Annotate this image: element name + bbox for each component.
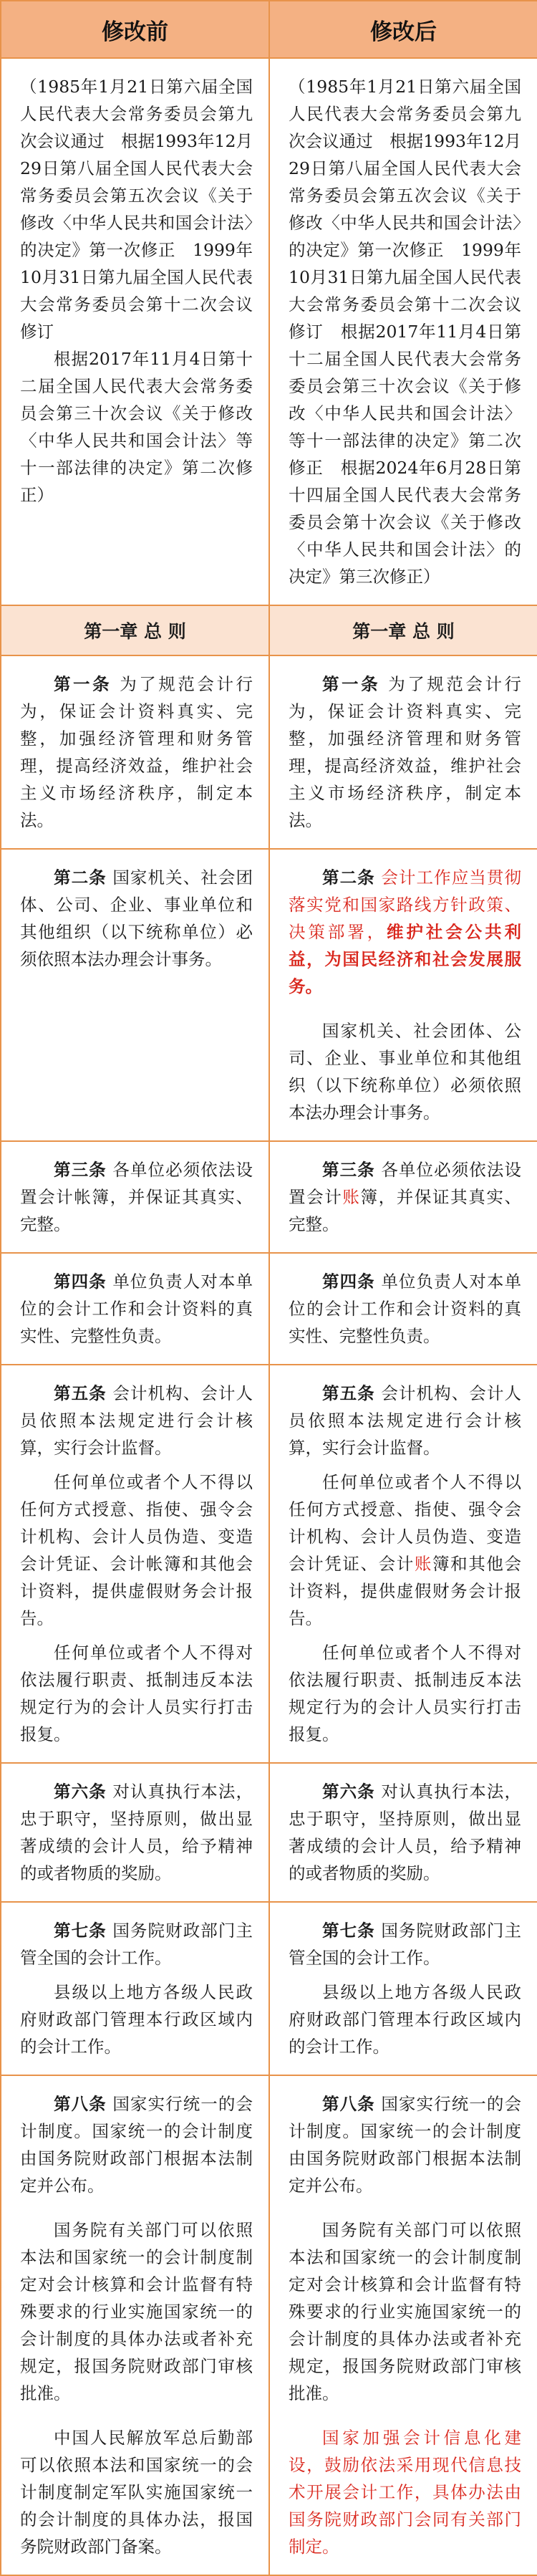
- article-label: 第五条: [54, 1383, 107, 1403]
- article-2-row: [1, 849, 537, 1141]
- chapter-before: 第一章 总 则: [1, 605, 269, 655]
- paragraph: [289, 1917, 521, 1971]
- article-8-before: [1, 2075, 269, 2575]
- article-label: 第八条: [54, 2094, 107, 2114]
- article-3-row: [1, 1141, 537, 1253]
- paragraph: [289, 864, 521, 1000]
- article-text: 国务院财政部门主管全国的会计工作。: [289, 1921, 521, 1968]
- article-label: 第七条: [54, 1921, 107, 1941]
- article-text: 国家实行统一的会计制度。国家统一的会计制度由国务院财政部门根据本法制定并公布。: [20, 2094, 253, 2196]
- paragraph: [289, 1156, 521, 1238]
- article-text: 县级以上地方各级人民政府财政部门管理本行政区域内的会计工作。: [20, 1982, 253, 2057]
- article-label: 第三条: [54, 1160, 107, 1180]
- article-text: 单位负责人对本单位的会计工作和会计资料的真实性、完整性负责。: [20, 1272, 253, 1346]
- paragraph: [20, 671, 253, 834]
- paragraph: [289, 1268, 521, 1350]
- intro-after: （1985年1月21日第六届全国人民代表大会常务委员会第九次会议通过 根据1993年12月29日第八届全国人民代表大会常务委员会第五次会议《关于修改〈中华人民共和国会计法〉的决定》第一次修正 1999年10月31日第九届全国人民代表大会常务委员会第十二次会议修订 根据2017年11月4日第十二届全国人民代表大会常务委员会第三十次会议《关于修改〈中华人民共和国会计法〉等十一部法律的决定》第二次修正 根据2024年6月28日第十四届全国人民代表大会常务委员会第十次会议《关于修改〈中华人民共和国会计法〉的决定》第三次修正）: [289, 77, 521, 587]
- article-label: 第六条: [322, 1782, 375, 1802]
- paragraph: [289, 1778, 521, 1887]
- article-3-after: [269, 1141, 537, 1253]
- article-text: 任何单位或者个人不得对依法履行职责、抵制违反本法规定行为的会计人员实行打击报复。: [20, 1643, 253, 1744]
- article-label: 第六条: [54, 1782, 107, 1802]
- added-text: 会计工作应当贯彻落实党和国家路线方针政策、决策部署，: [289, 868, 521, 942]
- article-label: 第二条: [322, 868, 375, 888]
- article-8-row: [1, 2075, 537, 2575]
- article-label: 第三条: [322, 1160, 375, 1180]
- paragraph: [20, 1917, 253, 1971]
- article-text: 簿，并保证其真实、完整。: [289, 1187, 521, 1234]
- article-7-row: [1, 1902, 537, 2075]
- article-5-before: [1, 1365, 269, 1763]
- article-label: 第四条: [322, 1272, 375, 1292]
- article-text: 国务院财政部门主管全国的会计工作。: [20, 1921, 253, 1968]
- article-label: 第二条: [54, 868, 107, 888]
- article-4-row: [1, 1253, 537, 1365]
- chapter-row: [1, 605, 537, 655]
- article-text: 任何单位或者个人不得以任何方式授意、指使、强令会计机构、会计人员伪造、变造会计凭证、会计帐簿和其他会计资料，提供虚假财务会计报告。: [20, 1472, 253, 1628]
- article-8-after: [269, 2075, 537, 2575]
- article-text: 任何单位或者个人不得以任何方式授意、指使、强令会计机构、会计人员伪造、变造会计凭证、会计: [289, 1472, 521, 1574]
- header-before: 修改前: [1, 1, 269, 58]
- added-text-bold: 维护社会公共利益，为国民经济和社会发展服务。: [289, 922, 522, 996]
- paragraph: [289, 2090, 521, 2199]
- article-6-before: [1, 1763, 269, 1902]
- article-text: 为了规范会计行为，保证会计资料真实、完整，加强经济管理和财务管理，提高经济效益，维护社会主义市场经济秩序，制定本法。: [289, 674, 521, 830]
- intro-before-cell: [1, 58, 269, 605]
- article-3-before: [1, 1141, 269, 1253]
- intro-row: [1, 58, 537, 605]
- article-5-after: [269, 1365, 537, 1763]
- article-text: 会计机构、会计人员依照本法规定进行会计核算，实行会计监督。: [20, 1383, 253, 1458]
- article-2-before: [1, 849, 269, 1141]
- article-7-after: [269, 1902, 537, 2075]
- article-text: 会计机构、会计人员依照本法规定进行会计核算，实行会计监督。: [289, 1383, 521, 1458]
- article-4-after: [269, 1253, 537, 1365]
- article-text: 国务院有关部门可以依照本法和国家统一的会计制度制定对会计核算和会计监督有特殊要求的行业实施国家统一的会计制度的具体办法或者补充规定，报国务院财政部门审核批准。: [20, 2220, 253, 2403]
- article-text: 任何单位或者个人不得对依法履行职责、抵制违反本法规定行为的会计人员实行打击报复。: [289, 1643, 521, 1744]
- article-1-after: [269, 655, 537, 849]
- intro-before-text: （1985年1月21日第六届全国人民代表大会常务委员会第九次会议通过 根据1993年12月29日第八届全国人民代表大会常务委员会第五次会议《关于修改〈中华人民共和国会计法〉的决定》第一次修正 1999年10月31日第九届全国人民代表大会常务委员会第十二次会议修订: [20, 77, 253, 342]
- article-6-row: [1, 1763, 537, 1902]
- article-label: 第一条: [322, 674, 381, 694]
- article-1-before: [1, 655, 269, 849]
- article-4-before: [1, 1253, 269, 1365]
- header-after: 修改后: [269, 1, 537, 58]
- paragraph: [289, 1380, 521, 1461]
- article-text: 单位负责人对本单位的会计工作和会计资料的真实性、完整性负责。: [289, 1272, 521, 1346]
- article-6-after: [269, 1763, 537, 1902]
- article-5-row: [1, 1365, 537, 1763]
- article-text: 国家机关、社会团体、公司、企业、事业单位和其他组织（以下统称单位）必须依照本法办理会计事务。: [289, 1021, 521, 1123]
- paragraph: [289, 671, 521, 834]
- paragraph: [289, 1469, 521, 1632]
- intro-before: [20, 73, 253, 509]
- article-7-before: [1, 1902, 269, 2075]
- paragraph: [20, 1380, 253, 1461]
- paragraph: [20, 1156, 253, 1238]
- article-text: 簿和其他会计资料，提供虚假财务会计报告。: [289, 1554, 521, 1628]
- article-label: 第一条: [54, 674, 112, 694]
- article-1-row: [1, 655, 537, 849]
- paragraph: [20, 1778, 253, 1887]
- article-text: 县级以上地方各级人民政府财政部门管理本行政区域内的会计工作。: [289, 1982, 521, 2057]
- paragraph: [20, 2090, 253, 2199]
- added-text: 国家加强会计信息化建设，鼓励依法采用现代信息技术开展会计工作，具体办法由国务院财政部门会同有关部门制定。: [289, 2428, 521, 2557]
- article-label: 第四条: [54, 1272, 107, 1292]
- paragraph: [20, 1268, 253, 1350]
- article-text: 国务院有关部门可以依照本法和国家统一的会计制度制定对会计核算和会计监督有特殊要求的行业实施国家统一的会计制度的具体办法或者补充规定，报国务院财政部门审核批准。: [289, 2220, 521, 2403]
- paragraph: [20, 864, 253, 973]
- intro-after-cell: [269, 58, 537, 605]
- article-2-after: [269, 849, 537, 1141]
- article-text: 对认真执行本法，忠于职守，坚持原则，做出显著成绩的会计人员，给予精神的或者物质的奖励。: [289, 1782, 521, 1883]
- article-text: 各单位必须依法设置会计帐簿，并保证其真实、完整。: [20, 1160, 253, 1234]
- article-text: 中国人民解放军总后勤部可以依照本法和国家统一的会计制度制定军队实施国家统一的会计制度的具体办法，报国务院财政部门备案。: [20, 2428, 253, 2557]
- header-row: [1, 1, 537, 58]
- article-text: 对认真执行本法，忠于职守，坚持原则，做出显著成绩的会计人员，给予精神的或者物质的奖励。: [20, 1782, 253, 1883]
- changed-char: 账: [342, 1187, 361, 1207]
- intro-before-text-2: 根据2017年11月4日第十二届全国人民代表大会常务委员会第三十次会议《关于修改〈中华人民共和国会计法〉等十一部法律的决定》第二次修正）: [20, 349, 253, 505]
- article-text: 各单位必须依法设置会计: [289, 1160, 521, 1207]
- article-text: 国家机关、社会团体、公司、企业、事业单位和其他组织（以下统称单位）必须依照本法办理会计事务。: [20, 868, 253, 969]
- article-text: 国家实行统一的会计制度。国家统一的会计制度由国务院财政部门根据本法制定并公布。: [289, 2094, 521, 2196]
- changed-char: 账: [414, 1554, 432, 1574]
- chapter-after: 第一章 总 则: [269, 605, 537, 655]
- article-label: 第五条: [322, 1383, 375, 1403]
- article-text: 为了规范会计行为，保证会计资料真实、完整，加强经济管理和财务管理，提高经济效益，维护社会主义市场经济秩序，制定本法。: [20, 674, 253, 830]
- article-label: 第七条: [322, 1921, 375, 1941]
- article-label: 第八条: [322, 2094, 375, 2114]
